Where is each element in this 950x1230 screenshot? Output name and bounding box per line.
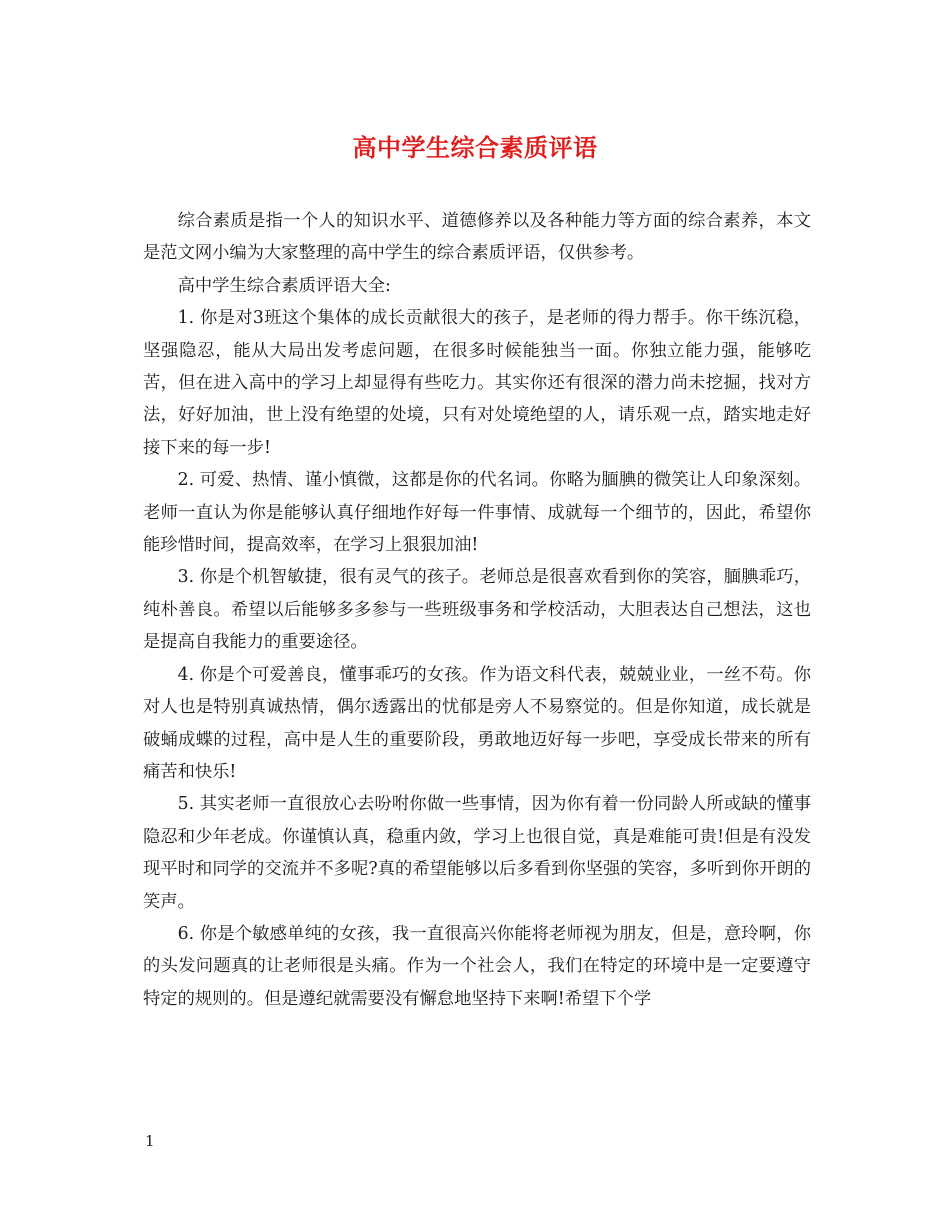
paragraph-comment-3: 3. 你是个机智敏捷，很有灵气的孩子。老师总是很喜欢看到你的笑容，腼腆乖巧，纯朴善良。希望以后能够多多参与一些班级事务和学校活动，大胆表达自己想法，这也是提高自我能力的重要途径。	[143, 567, 811, 653]
page-number: 1	[145, 1132, 155, 1150]
paragraph-comment-1: 1. 你是对3班这个集体的成长贡献很大的孩子，是老师的得力帮手。你干练沉稳，坚强隐忍，能从大局出发考虑问题，在很多时候能独当一面。你独立能力强，能够吃苦，但在进入高中的学习上却显得有些吃力。其实你还有很深的潜力尚未挖掘，找对方法，好好加油，世上没有绝望的处境，只有对处境绝望的人，请乐观一点，踏实地走好接下来的每一步!	[143, 308, 811, 458]
paragraph-comment-6: 6. 你是个敏感单纯的女孩，我一直很高兴你能将老师视为朋友，但是，意玲啊，你的头发问题真的让老师很是头痛。作为一个社会人，我们在特定的环境中是一定要遵守特定的规则的。但是遵纪就需要没有懈怠地坚持下来啊!希望下个学	[143, 923, 811, 1009]
paragraph-comment-4: 4. 你是个可爱善良，懂事乖巧的女孩。作为语文科代表，兢兢业业，一丝不苟。你对人也是特别真诚热情，偶尔透露出的忧郁是旁人不易察觉的。但是你知道，成长就是破蛹成蝶的过程，高中是人生的重要阶段，勇敢地迈好每一步吧，享受成长带来的所有痛苦和快乐!	[143, 664, 811, 782]
document-body	[143, 205, 811, 1015]
document-title: 高中学生综合素质评语	[352, 133, 598, 162]
paragraph-comment-2: 2. 可爱、热情、谨小慎微，这都是你的代名词。你略为腼腆的微笑让人印象深刻。老师一直认为你是能够认真仔细地作好每一件事情、成就每一个细节的，因此，希望你能珍惜时间，提高效率，在学习上狠狠加油!	[143, 470, 811, 556]
paragraph-intro: 综合素质是指一个人的知识水平、道德修养以及各种能力等方面的综合素养，本文是范文网小编为大家整理的高中学生的综合素质评语，仅供参考。	[143, 211, 811, 264]
paragraph-comment-5: 5. 其实老师一直很放心去吩咐你做一些事情，因为你有着一份同龄人所或缺的懂事隐忍和少年老成。你谨慎认真，稳重内敛，学习上也很自觉，真是难能可贵!但是有没发现平时和同学的交流并不多呢?真的希望能够以后多看到你坚强的笑容，多听到你开朗的笑声。	[143, 794, 811, 912]
paragraph-heading: 高中学生综合素质评语大全:	[177, 275, 391, 296]
